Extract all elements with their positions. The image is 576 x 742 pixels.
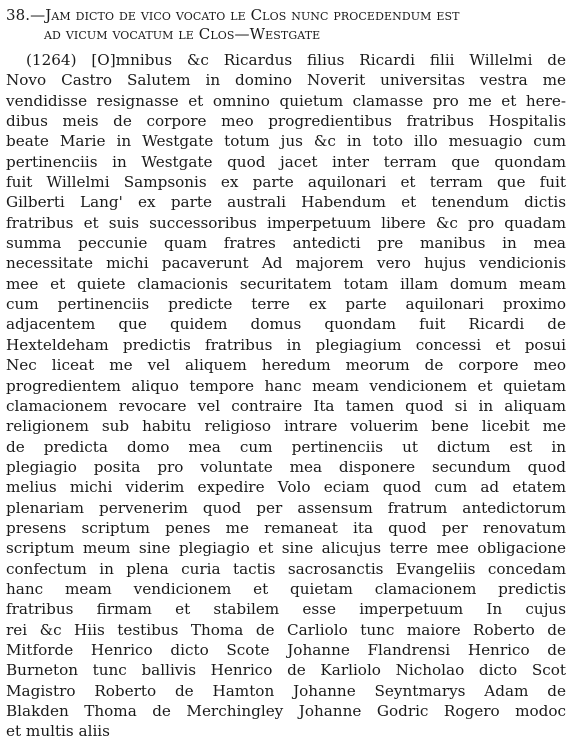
section-title-line-1: —Jam dicto de vico vocato le Clos nunc procedendum est: [30, 6, 460, 24]
charter-line: rei &c Hiis testibus Thoma de Carliolo tunc maiore Roberto de: [6, 620, 566, 639]
charter-line: Gilberti Lang' ex parte australi Habendum et tenendum dictis: [6, 193, 566, 212]
charter-line: Mitforde Henrico dicto Scote Johanne Flandrensi Henrico de: [6, 640, 566, 659]
charter-line: Magistro Roberto de Hamton Johanne Seyntmarys Adam de: [6, 681, 566, 700]
charter-line: fratribus et suis successoribus imperpetuum libere &c pro quadam: [6, 213, 566, 232]
charter-line: progredientem aliquo tempore hanc meam vendicionem et quietam: [6, 376, 566, 395]
charter-line: plenariam pervenerim quod per assensum fratrum antedictorum: [6, 498, 566, 517]
charter-line: Novo Castro Salutem in domino Noverit universitas vestra me: [6, 71, 566, 90]
charter-line: pertinenciis in Westgate quod jacet inter terram que quondam: [6, 152, 566, 171]
charter-text: [6, 50, 566, 742]
charter-line: de predicta domo mea cum pertinenciis ut dictum est in: [6, 437, 566, 456]
charter-line: fuit Willelmi Sampsonis ex parte aquilonari et terram que fuit: [6, 173, 566, 192]
charter-line: dibus meis de corpore meo progredientibus fratribus Hospitalis: [6, 112, 566, 131]
charter-line: mee et quiete clamacionis securitatem totam illam domum meam: [6, 274, 566, 293]
charter-line: (1264) [O]mnibus &c Ricardus filius Ricardi filii Willelmi de: [26, 51, 566, 69]
section-heading: [6, 6, 566, 44]
charter-line: hanc meam vendicionem et quietam clamacionem predictis: [6, 579, 566, 598]
charter-line: clamacionem revocare vel contraire Ita tamen quod si in aliquam: [6, 396, 566, 415]
charter-line: melius michi viderim expedire Volo eciam quod cum ad etatem: [6, 478, 566, 497]
charter-line: vendidisse resignasse et omnino quietum clamasse pro me et here-: [6, 91, 566, 110]
charter-line: confectum in plena curia tactis sacrosanctis Evangeliis concedam: [6, 559, 566, 578]
section-number: 38.: [6, 6, 31, 24]
charter-line: adjacentem que quidem domus quondam fuit Ricardi de: [6, 315, 566, 334]
charter-line: beate Marie in Westgate totum jus &c in toto illo mesuagio cum: [6, 132, 566, 151]
charter-line: Blakden Thoma de Merchingley Johanne Godric Rogero modoc: [6, 702, 566, 720]
charter-line: religionem sub habitu religioso intrare voluerim bene licebit me: [6, 417, 566, 436]
charter-line: cum pertinenciis predicte terre ex parte aquilonari proximo: [6, 295, 566, 314]
charter-line: necessitate michi pacaverunt Ad majorem vero hujus vendicionis: [6, 254, 566, 273]
charter-line: scriptum meum sine plegiagio et sine alicujus terre mee obligacione: [6, 539, 566, 558]
charter-line: plegiagio posita pro voluntate mea disponere secundum quod: [6, 457, 566, 476]
charter-line: et multis aliis: [6, 722, 110, 741]
charter-line: summa peccunie quam fratres antedicti pre manibus in mea: [6, 234, 566, 253]
charter-line: Hexteldeham predictis fratribus in plegiagium concessi et posui: [6, 335, 566, 354]
charter-line: Nec liceat me vel aliquem heredum meorum de corpore meo: [6, 356, 566, 375]
charter-line: presens scriptum penes me remaneat ita quod per renovatum: [6, 518, 566, 537]
charter-line: Burneton tunc ballivis Henrico de Karliolo Nicholao dicto Scot: [6, 661, 566, 680]
charter-line: fratribus firmam et stabilem esse imperpetuum In cujus: [6, 600, 566, 619]
section-title-line-2: ad vicum vocatum le Clos—Westgate: [44, 25, 321, 43]
